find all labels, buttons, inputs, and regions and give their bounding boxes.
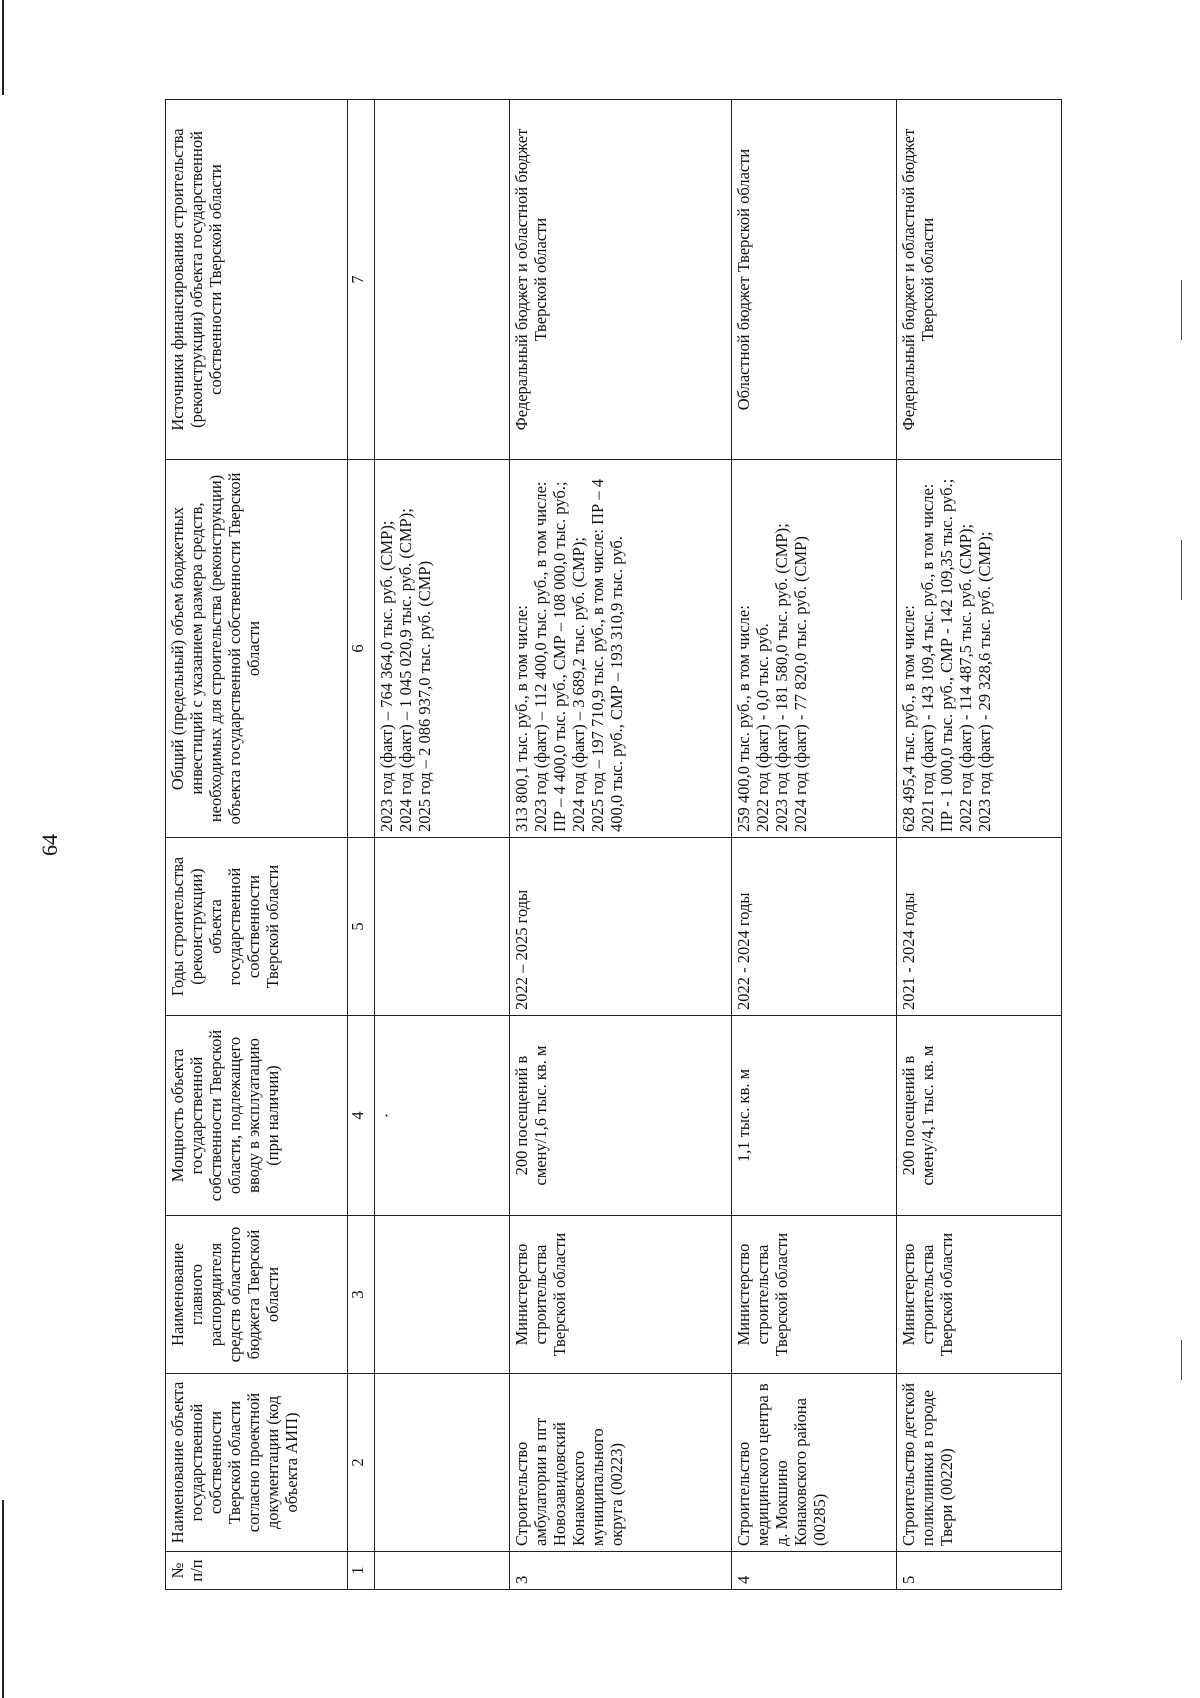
header-cell-name: Наименование объекта государственной собственности Тверской области согласно проектной документации (код объекта АИП) <box>166 1374 348 1552</box>
investment-line: 628 495,4 тыс. руб., в том числе: <box>899 605 918 832</box>
cell-distributor: Министерство строительства Тверской области <box>897 1216 1062 1374</box>
header-cell-years: Годы строительства (реконструкции) объекта государственной собственности Тверской области <box>166 838 348 1016</box>
header-cell-capacity: Мощность объекта государственной собственности Тверской области, подлежащего вводу в эксплуатацию (при наличии) <box>166 1016 348 1216</box>
cell-no: 4 <box>732 1552 897 1590</box>
investment-line: 2021 год (факт) - 143 109,4 тыс. руб., в том числе: ПР - 1 000,0 тыс. руб., СМР - 142 109,35 тыс. руб.; <box>917 478 956 832</box>
column-number: 5 <box>348 838 375 1016</box>
investment-table <box>165 99 1062 1590</box>
table-row-continuation <box>375 100 510 1590</box>
investment-line: 2022 год (факт) - 0,0 тыс. руб. <box>752 623 772 832</box>
column-number: 1 <box>348 1552 375 1590</box>
cell-capacity: 200 посещений в смену/1,6 тыс. кв. м <box>510 1016 732 1216</box>
column-number: 3 <box>348 1216 375 1374</box>
scan-edge-mark-right-3 <box>1181 1340 1182 1380</box>
header-cell-distributor: Наименование главного распорядителя средств областного бюджета Тверской области <box>166 1216 348 1374</box>
column-number: 2 <box>348 1374 375 1552</box>
cell-capacity: 1,1 тыс. кв. м <box>732 1016 897 1216</box>
page-number: 64 <box>37 834 62 856</box>
cell-years: 2021 - 2024 годы <box>897 838 1062 1016</box>
cell-name: Строительство амбулатории в пгт Новозавидовский Конаковского муниципального округа (00223) <box>510 1374 732 1552</box>
table-row <box>897 100 1062 1590</box>
table-row <box>510 100 732 1590</box>
investment-line: 2025 год – 2 086 937,0 тыс. руб. (СМР) <box>414 560 434 832</box>
column-number: 7 <box>348 100 375 460</box>
investment-line: 2024 год (факт) – 1 045 020,9 тыс. руб. (СМР); <box>395 508 415 832</box>
cell-no: 5 <box>897 1552 1062 1590</box>
table-row <box>732 100 897 1590</box>
cell-distributor: Министерство строительства Тверской области <box>510 1216 732 1374</box>
cell-years: 2022 – 2025 годы <box>510 838 732 1016</box>
cell-source: Федеральный бюджет и областной бюджет Тверской области <box>897 100 1062 460</box>
scan-edge-mark-bottom <box>2 1500 4 1698</box>
header-cell-source: Источники финансирования строительства (реконструкции) объекта государственной собственности Тверской области <box>166 100 348 460</box>
cell-source: Областной бюджет Тверской области <box>732 100 897 460</box>
cell-distributor: Министерство строительства Тверской области <box>732 1216 897 1374</box>
investment-line: 2024 год (факт) – 3 689,2 тыс. руб. (СМР); <box>568 537 588 832</box>
cell-investment <box>510 460 732 838</box>
cell-source <box>375 100 510 460</box>
investment-line: 313 800,1 тыс. руб., в том числе: <box>512 605 531 832</box>
cell-investment <box>375 460 510 838</box>
cell-years: 2022 - 2024 годы <box>732 838 897 1016</box>
investment-line: 2023 год (факт) - 29 328,6 тыс. руб. (СМР); <box>974 531 994 832</box>
investment-line: 2022 год (факт) - 114 487,5 тыс. руб. (СМР); <box>955 523 975 832</box>
scan-edge-mark-right-2 <box>1181 540 1182 600</box>
cell-distributor <box>375 1216 510 1374</box>
cell-years <box>375 838 510 1016</box>
investment-line: 2024 год (факт) - 77 820,0 тыс. руб. (СМР) <box>790 536 810 832</box>
cell-capacity: 200 посещений в смену/4,1 тыс. кв. м <box>897 1016 1062 1216</box>
rotated-page <box>37 100 1115 1590</box>
investment-line: 2023 год (факт) – 112 400,0 тыс. руб., в том числе: ПР – 4 400,0 тыс. руб., СМР – 108 000,0 тыс. руб.; <box>530 481 569 832</box>
investment-line: 2023 год (факт) – 764 364,0 тыс. руб. (СМР); <box>377 520 396 832</box>
column-number-row <box>348 100 375 1590</box>
investment-line: 2025 год – 197 710,9 тыс. руб., в том числе: ПР – 4 400,0 тыс. руб., СМР – 193 310,9 тыс. руб. <box>587 479 626 832</box>
cell-capacity: · <box>375 1016 510 1216</box>
scan-edge-mark-right-1 <box>1181 280 1182 340</box>
scan-edge-mark-top <box>2 0 4 95</box>
column-number: 6 <box>348 460 375 838</box>
cell-investment <box>732 460 897 838</box>
investment-line: 2023 год (факт) - 181 580,0 тыс. руб. (СМР); <box>771 523 791 832</box>
column-number: 4 <box>348 1016 375 1216</box>
cell-investment <box>897 460 1062 838</box>
cell-name: Строительство детской поликлиники в городе Твери (00220) <box>897 1374 1062 1552</box>
header-cell-no: № п/п <box>166 1552 348 1590</box>
investment-line: 259 400,0 тыс. руб., в том числе: <box>734 605 753 832</box>
cell-no <box>375 1552 510 1590</box>
header-row <box>166 100 348 1590</box>
cell-no: 3 <box>510 1552 732 1590</box>
cell-name: Строительство медицинского центра в д. Мокшино Конаковского района (00285) <box>732 1374 897 1552</box>
header-cell-investment: Общий (предельный) объем бюджетных инвестиций с указанием размера средств, необходимых для строительства (реконструкции) объекта государственной собственности Тверской области <box>166 460 348 838</box>
cell-name <box>375 1374 510 1552</box>
cell-source: Федеральный бюджет и областной бюджет Тверской области <box>510 100 732 460</box>
